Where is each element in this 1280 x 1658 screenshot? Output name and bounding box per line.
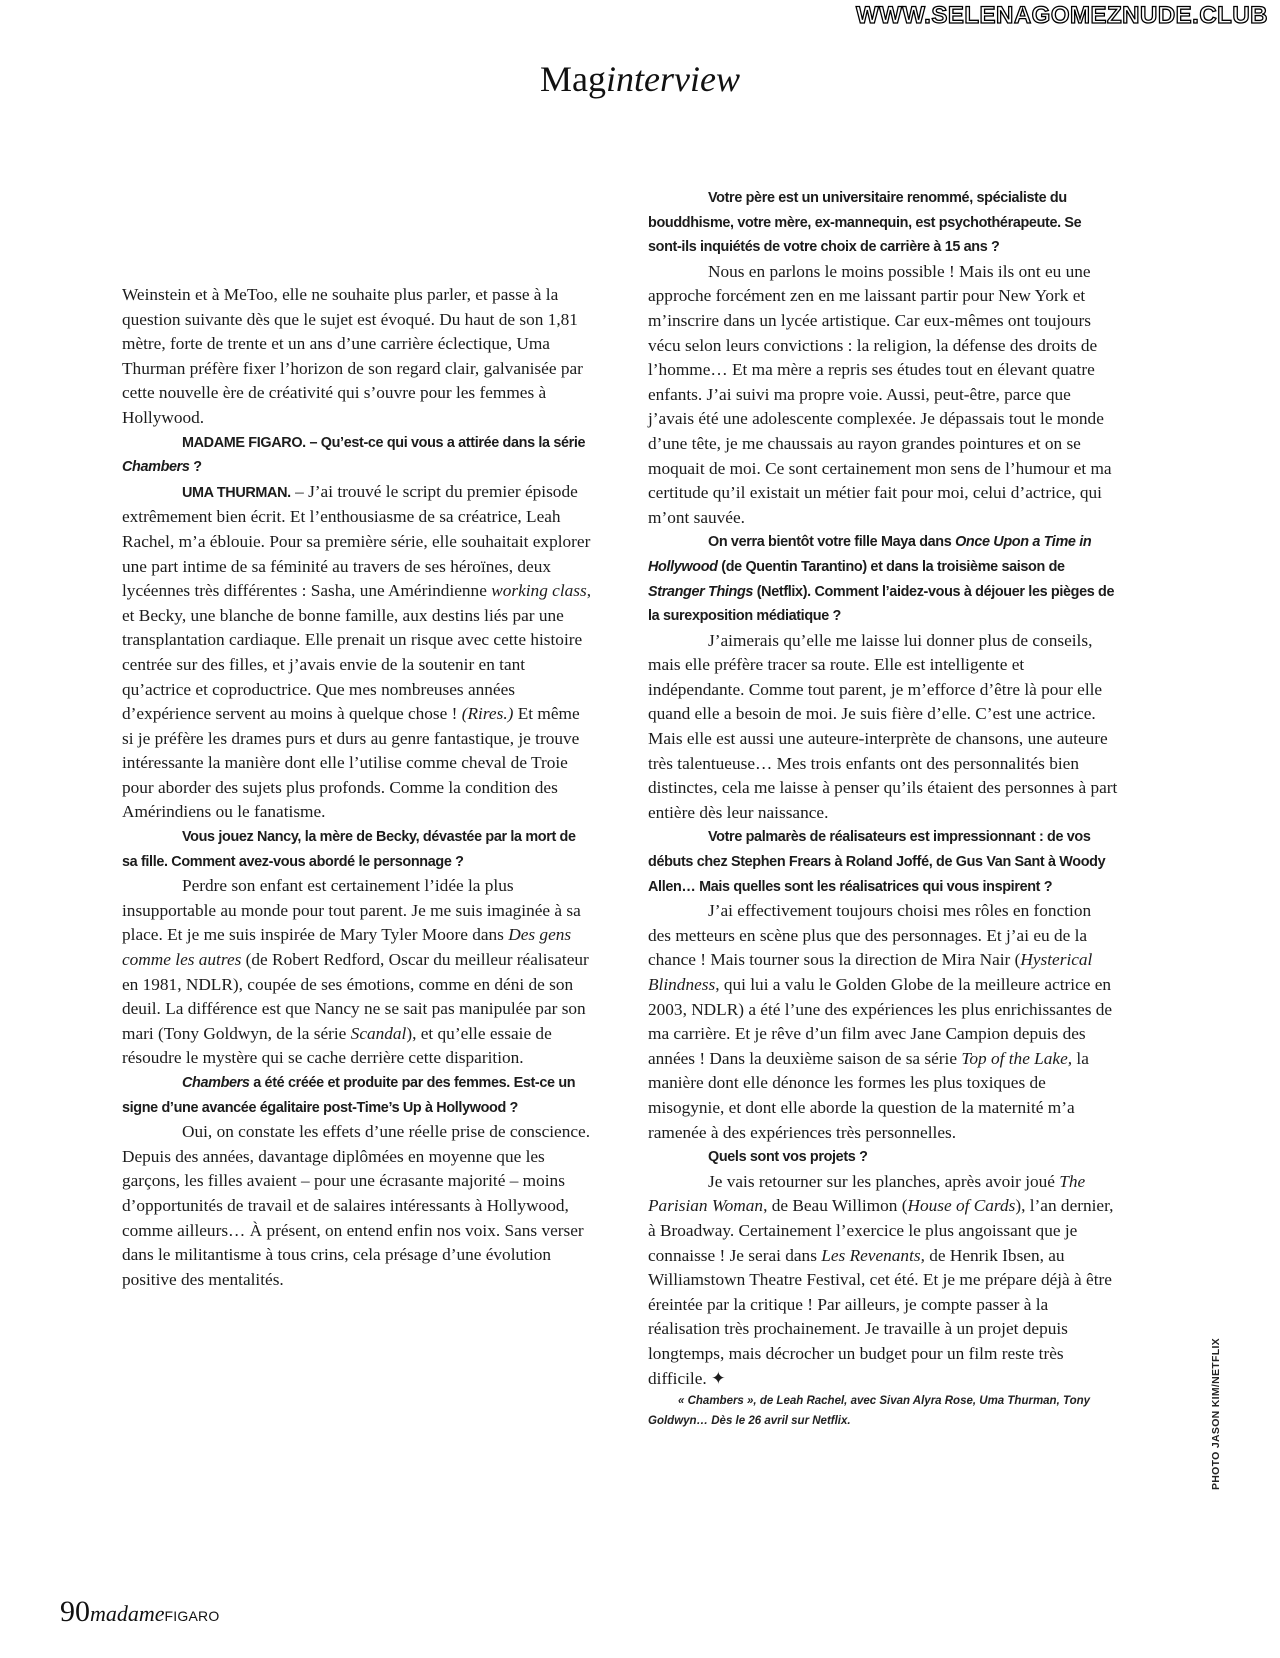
section-header <box>0 58 1280 100</box>
photo-credit: PHOTO JASON KIM/NETFLIX <box>1210 1338 1222 1490</box>
end-mark-icon: ✦ <box>711 1368 726 1388</box>
answer-4: Nous en parlons le moins possible ! Mais ils ont eu une approche forcément zen en me laissant partir pour New York et m’inscrire dans un lycée artistique. Car eux-mêmes ont toujours vécu selon leurs convictions : la religion, la défense des droits de l’homme… Et ma mère a repris ses études tout en élevant quatre enfants. J’ai suivi ma propre voie. Aussi, peut-être, parce que j’avais été une adolescente complexée. Je dépassais tout le monde d’une tête, je me chaussais au rayon grandes pointures et on se moquait de moi. Ce sont certainement mon sens de l’humour et ma certitude qu’il existait un métier fait pour moi, celui d’actrice, qui m’ont sauvée. <box>648 261 1112 527</box>
answer-5: J’aimerais qu’elle me laisse lui donner plus de conseils, mais elle préfère tracer sa route. Elle est intelligente et indépendante. Comme tout parent, je m’efforce d’être là pour elle quand elle a besoin de moi. Je suis fière d’elle. C’est une actrice. Mais elle est aussi une auteure-interprète de chansons, une auteure très talentueuse… Mes trois enfants ont des personnalités bien distinctes, cela me laisse à penser qu’ils étaient des personnes à part entière dès leur naissance. <box>648 630 1118 822</box>
question-6: Votre palmarès de réalisateurs est impressionnant : de vos débuts chez Stephen Frears à Roland Joffé, de Gus Van Sant à Woody Allen… Mais quelles sont les réalisatrices qui vous inspirent ? <box>648 829 1106 895</box>
article-column-left <box>122 283 592 1292</box>
question-3: Chambers a été créée et produite par des femmes. Est-ce un signe d’une avancée égalitaire post-Time’s Up à Hollywood ? <box>122 1075 576 1116</box>
answer-3: Oui, on constate les effets d’une réelle prise de conscience. Depuis des années, davantage diplômées en moyenne que les garçons, les filles avaient – pour une écrasante majorité – moins d’opportunités de travail et de salaires intéressants à Hollywood, comme ailleurs… À présent, on entend enfin nos voix. Sans verser dans le militantisme à tous crins, cela présage d’une évolution positive des mentalités. <box>122 1122 591 1289</box>
magazine-name-caps: FIGARO <box>164 1608 220 1624</box>
show-credit: « Chambers », de Leah Rachel, avec Sivan Alyra Rose, Uma Thurman, Tony Goldwyn… Dès le 26 avril sur Netflix. <box>648 1395 1091 1428</box>
answer-1: UMA THURMAN. – J’ai trouvé le script du premier épisode extrêmement bien écrit. Et l’enthousiasme de sa créatrice, Leah Rachel, m’a éblouie. Pour sa première série, elle souhaitait explorer une part intime de sa féminité au travers de ses héroïnes, deux lycéennes très différentes : Sasha, une Amérindienne working class, et Becky, une blanche de bonne famille, aux destins liés par une transplantation cardiaque. Elle prenait un risque avec cette histoire centrée sur des filles, et j’avais envie de la soutenir en tant qu’actrice et coproductrice. Que mes nombreuses années d’expérience servent au moins à quelque chose ! (Rires.) Et même si je préfère les drames purs et durs au genre fantastique, je trouve intéressante la manière dont elle l’utilise comme cheval de Troie pour aborder des sujets plus profonds. Comme la condition des Amérindiens ou le fanatisme. <box>122 481 592 822</box>
answer-6: J’ai effectivement toujours choisi mes rôles en fonction des metteurs en scène plus que des personnages. Et j’ai eu de la chance ! Mais tourner sous la direction de Mira Nair (Hysterical Blindness, qui lui a valu le Golden Globe de la meilleure actrice en 2003, NDLR) a été l’une des expériences les plus enrichissantes de ma carrière. Et je rêve d’un film avec Jane Campion depuis des années ! Dans la deuxième saison de sa série Top of the Lake, la manière dont elle dénonce les formes les plus toxiques de misogynie, et dont elle aborde la question de la maternité m’a ramenée à des expériences très personnelles. <box>648 901 1113 1142</box>
page-folio <box>60 1595 219 1629</box>
answer-7: Je vais retourner sur les planches, après avoir joué The Parisian Woman, de Beau Willimon (House of Cards), l’an dernier, à Broadway. Certainement l’exercice le plus angoissant que je connaisse ! Je serai dans Les Revenants, de Henrik Ibsen, au Williamstown Theatre Festival, cet été. Et je me prépare déjà à être éreintée par la critique ! Par ailleurs, je compte passer à la réalisation très prochainement. Je travaille à un projet depuis longtemps, mais décrocher un budget pour un film reste très difficile. ✦ <box>648 1171 1114 1388</box>
header-roman: Mag <box>540 59 607 99</box>
magazine-name-italic: madame <box>90 1601 165 1626</box>
watermark-url: WWW.SELENAGOMEZNUDE.CLUB <box>856 2 1268 29</box>
speaker-label: UMA THURMAN. <box>182 484 291 501</box>
question-2: Vous jouez Nancy, la mère de Becky, dévastée par la mort de sa fille. Comment avez-vous abordé le personnage ? <box>122 829 576 870</box>
intro-paragraph: Weinstein et à MeToo, elle ne souhaite plus parler, et passe à la question suivante dès que le sujet est évoqué. Du haut de son 1,81 mètre, forte de trente et un ans d’une carrière éclectique, Uma Thurman préfère fixer l’horizon de son regard clair, galvanisée par cette nouvelle ère de créativité qui s’ouvre pour les femmes à Hollywood. <box>122 285 583 427</box>
header-italic: interview <box>606 59 740 99</box>
question-7: Quels sont vos projets ? <box>708 1149 868 1166</box>
question-5: On verra bientôt votre fille Maya dans Once Upon a Time in Hollywood (de Quentin Tarantino) et dans la troisième saison de Stranger Things (Netflix). Comment l’aidez-vous à déjouer les pièges de la surexposition médiatique ? <box>648 534 1115 625</box>
question-1: MADAME FIGARO. – Qu’est-ce qui vous a attirée dans la série Chambers ? <box>122 434 586 476</box>
article-column-right <box>648 186 1118 1431</box>
page-number: 90 <box>60 1595 90 1628</box>
answer-2: Perdre son enfant est certainement l’idée la plus insupportable au monde pour tout parent. Je me suis imaginée à sa place. Et je me suis inspirée de Mary Tyler Moore dans Des gens comme les autres (de Robert Redford, Oscar du meilleur réalisateur en 1981, NDLR), coupée de ses émotions, comme en déni de son deuil. La différence est que Nancy ne se sait pas manipulée par son mari (Tony Goldwyn, de la série Scandal), et qu’elle essaie de résoudre le mystère qui se cache derrière cette disparition. <box>122 876 589 1068</box>
question-4: Votre père est un universitaire renommé, spécialiste du bouddhisme, votre mère, ex-mannequin, est psychothérapeute. Se sont-ils inquiétés de votre choix de carrière à 15 ans ? <box>648 190 1082 256</box>
